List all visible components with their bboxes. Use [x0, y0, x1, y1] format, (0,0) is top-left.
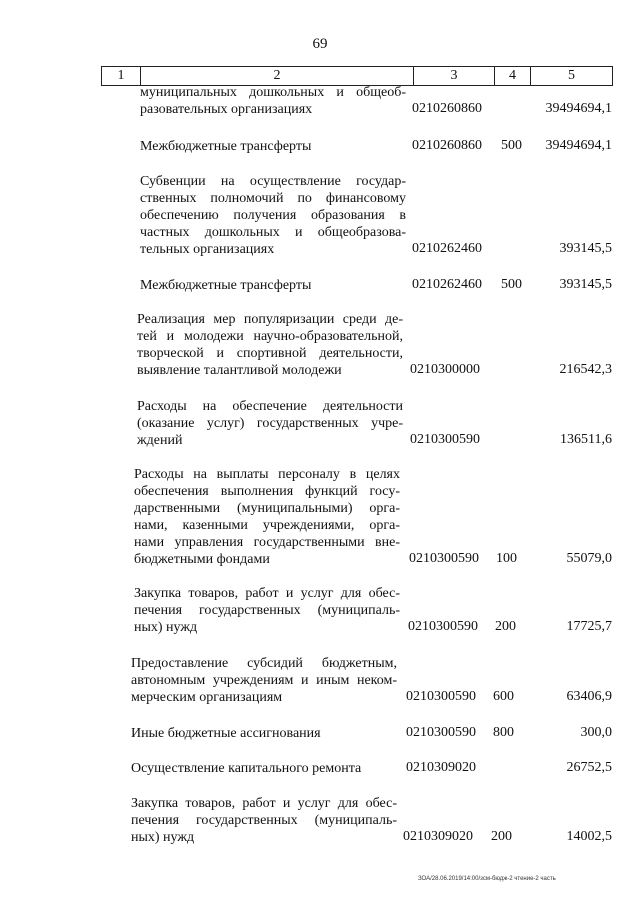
row-description	[134, 585, 400, 636]
row-amount: 63406,9	[566, 689, 612, 704]
row-description	[131, 655, 397, 706]
row-code: 0210300000	[410, 362, 480, 377]
row-code: 0210309020	[406, 760, 476, 775]
description-line: бюджетными фондами	[134, 552, 270, 567]
row-amount: 55079,0	[566, 551, 612, 566]
row-type: 500	[501, 138, 522, 153]
description-line: Межбюджетные трансферты	[140, 139, 312, 154]
row-code: 0210262460	[412, 241, 482, 256]
description-line: нами управления государственными вне-	[134, 535, 400, 550]
description-line: Осуществление капитального ремонта	[131, 761, 362, 776]
description-line: Закупка товаров, работ и услуг для обес-	[134, 586, 400, 601]
description-line: дарственными (муниципальными) орга-	[134, 501, 400, 516]
description-line: творческой и спортивной деятельности,	[137, 346, 403, 361]
row-description	[140, 173, 406, 258]
description-line: ных) нужд	[134, 620, 198, 635]
row-code: 0210300590	[409, 551, 479, 566]
description-line: обеспечения выполнения функций госу-	[134, 484, 400, 499]
description-line: Предоставление субсидий бюджетным,	[131, 656, 397, 671]
description-line: Расходы на выплаты персоналу в целях	[134, 467, 400, 482]
row-code: 0210309020	[403, 829, 473, 844]
row-amount: 26752,5	[566, 760, 612, 775]
row-type: 200	[491, 829, 512, 844]
footer-note: ЗОА/28.06.2019/14:00/зсм-бюдж-2 чтение-2 часть	[418, 876, 556, 882]
description-line: печения государственных (муниципаль-	[134, 603, 400, 618]
row-description	[131, 795, 397, 846]
description-line: Межбюджетные трансферты	[140, 278, 312, 293]
row-code: 0210300590	[406, 725, 476, 740]
description-line: (оказание услуг) государственных учре-	[137, 416, 403, 431]
row-type: 600	[493, 689, 514, 704]
description-line: частных дошкольных и общеобразова-	[140, 225, 406, 240]
row-amount: 39494694,1	[545, 138, 612, 153]
row-type: 100	[496, 551, 517, 566]
description-line: автономным учреждениям и иным неком-	[131, 673, 397, 688]
row-code: 0210300590	[408, 619, 478, 634]
row-code: 0210262460	[412, 277, 482, 292]
row-code: 0210300590	[406, 689, 476, 704]
description-line: мерческим организациям	[131, 690, 283, 705]
header-col-2: 2	[140, 67, 413, 85]
description-line: тей и молодежи научно-образовательной,	[137, 329, 403, 344]
row-description	[140, 138, 406, 155]
description-line: печения государственных (муниципаль-	[131, 813, 397, 828]
row-amount: 136511,6	[560, 432, 612, 447]
row-amount: 300,0	[580, 725, 612, 740]
row-amount: 14002,5	[566, 829, 612, 844]
row-amount: 393145,5	[559, 277, 612, 292]
row-type: 500	[501, 277, 522, 292]
row-description	[131, 760, 397, 777]
row-description	[140, 84, 406, 118]
description-line: ждений	[137, 433, 183, 448]
description-line: Реализация мер популяризации среди де-	[137, 312, 403, 327]
header-col-3: 3	[413, 67, 494, 85]
description-line: выявление талантливой молодежи	[137, 363, 342, 378]
description-line: Иные бюджетные ассигнования	[131, 726, 321, 741]
header-col-4: 4	[494, 67, 530, 85]
row-description	[140, 277, 406, 294]
row-code: 0210260860	[412, 101, 482, 116]
row-amount: 216542,3	[559, 362, 612, 377]
row-description	[137, 311, 403, 379]
row-type: 200	[495, 619, 516, 634]
description-line: разовательных организациях	[140, 102, 313, 117]
row-code: 0210300590	[410, 432, 480, 447]
page-number: 69	[312, 36, 328, 52]
description-line: Расходы на обеспечение деятельности	[137, 399, 403, 414]
row-amount: 17725,7	[566, 619, 612, 634]
row-type: 800	[493, 725, 514, 740]
description-line: Закупка товаров, работ и услуг для обес-	[131, 796, 397, 811]
row-amount: 393145,5	[559, 241, 612, 256]
row-description	[134, 466, 400, 568]
description-line: тельных организациях	[140, 242, 275, 257]
row-code: 0210260860	[412, 138, 482, 153]
header-col-1: 1	[117, 68, 125, 83]
row-amount: 39494694,1	[545, 101, 612, 116]
row-description	[137, 398, 403, 449]
description-line: ственных полномочий по финансовому	[140, 191, 406, 206]
description-line: Субвенции на осуществление государ-	[140, 174, 406, 189]
row-description	[131, 725, 397, 742]
description-line: муниципальных дошкольных и общеоб-	[140, 85, 406, 100]
description-line: обеспечению получения образования в	[140, 208, 406, 223]
description-line: нами, казенными учреждениями, орга-	[134, 518, 400, 533]
table-header	[101, 66, 613, 86]
header-col-5: 5	[530, 67, 612, 85]
description-line: ных) нужд	[131, 830, 195, 845]
